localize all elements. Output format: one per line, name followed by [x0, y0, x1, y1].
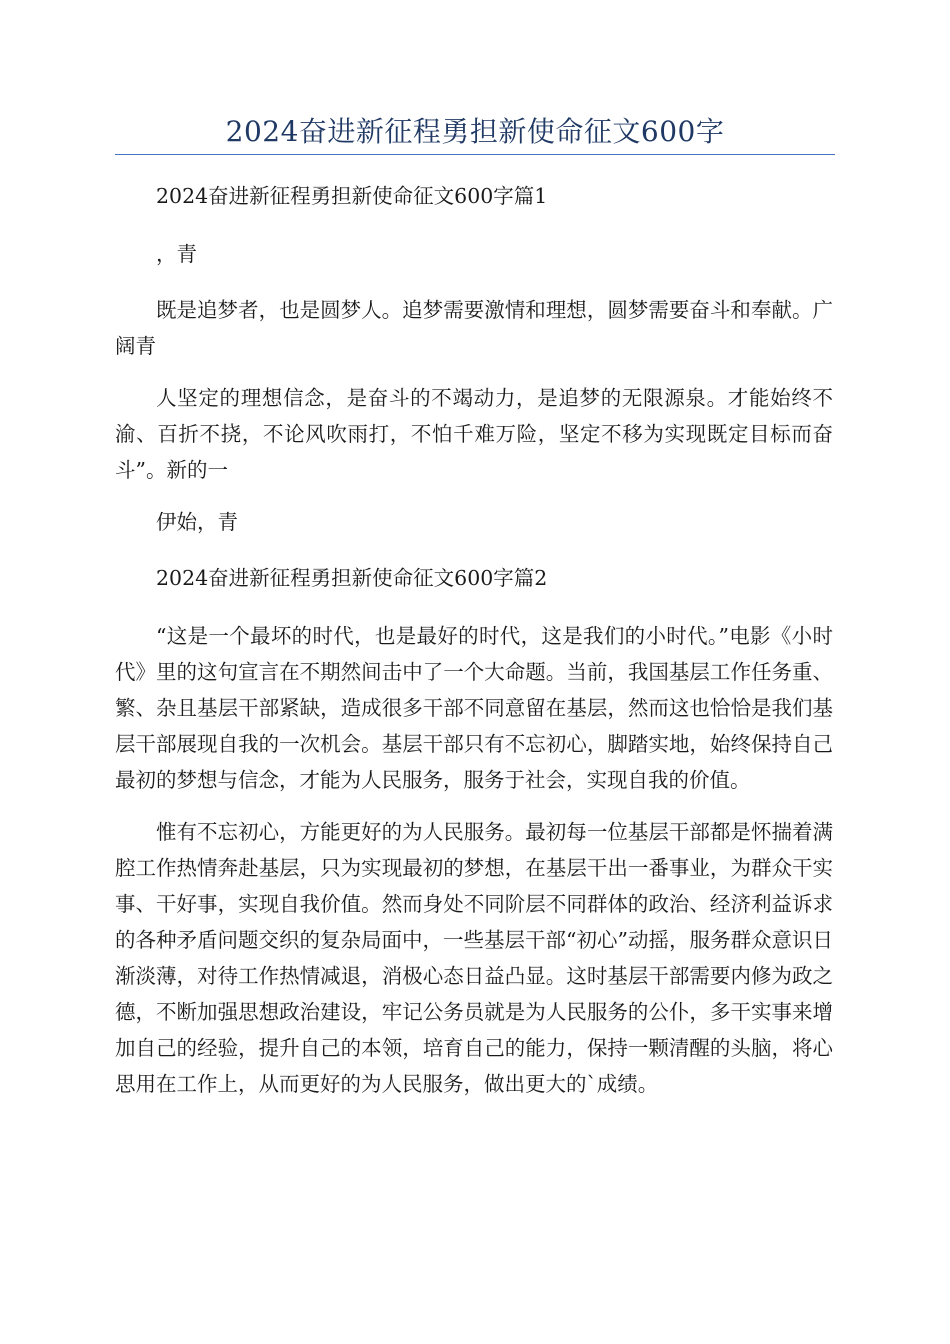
paragraph-1: ，青	[156, 242, 197, 266]
title-underline	[115, 154, 835, 155]
paragraph-5: “这是一个最坏的时代，也是最好的时代，这是我们的小时代。”电影《小时代》里的这句宣言在不期然间击中了一个大命题。当前，我国基层工作任务重、繁、杂且基层干部紧缺，造成很多干部不同意留在基层，然而这也恰恰是我们基层干部展现自我的一次机会。基层干部只有不忘初心，脚踏实地，始终保持自己最初的梦想与信念，才能为人民服务，服务于社会，实现自我的价值。	[115, 624, 833, 792]
section-heading-2: 2024奋进新征程勇担新使命征文600字篇2	[156, 566, 548, 590]
document-body	[115, 178, 833, 1118]
paragraph-2: 既是追梦者，也是圆梦人。追梦需要激情和理想，圆梦需要奋斗和奉献。广阔青	[115, 298, 833, 358]
paragraph-4: 伊始，青	[156, 510, 238, 534]
document-title: 2024奋进新征程勇担新使命征文600字	[225, 115, 725, 148]
paragraph-6: 惟有不忘初心，方能更好的为人民服务。最初每一位基层干部都是怀揣着满腔工作热情奔赴基层，只为实现最初的梦想，在基层干出一番事业，为群众干实事、干好事，实现自我价值。然而身处不同阶层不同群体的政治、经济利益诉求的各种矛盾问题交织的复杂局面中，一些基层干部“初心”动摇，服务群众意识日渐淡薄，对待工作热情减退，消极心态日益凸显。这时基层干部需要内修为政之德，不断加强思想政治建设，牢记公务员就是为人民服务的公仆，多干实事来增加自己的经验，提升自己的本领，培育自己的能力，保持一颗清醒的头脑，将心思用在工作上，从而更好的为人民服务，做出更大的`成绩。	[115, 820, 833, 1096]
paragraph-3: 人坚定的理想信念，是奋斗的不竭动力，是追梦的无限源泉。才能始终不渝、百折不挠，不论风吹雨打，不怕千难万险，坚定不移为实现既定目标而奋斗”。新的一	[115, 386, 833, 482]
section-heading-1: 2024奋进新征程勇担新使命征文600字篇1	[156, 184, 548, 208]
